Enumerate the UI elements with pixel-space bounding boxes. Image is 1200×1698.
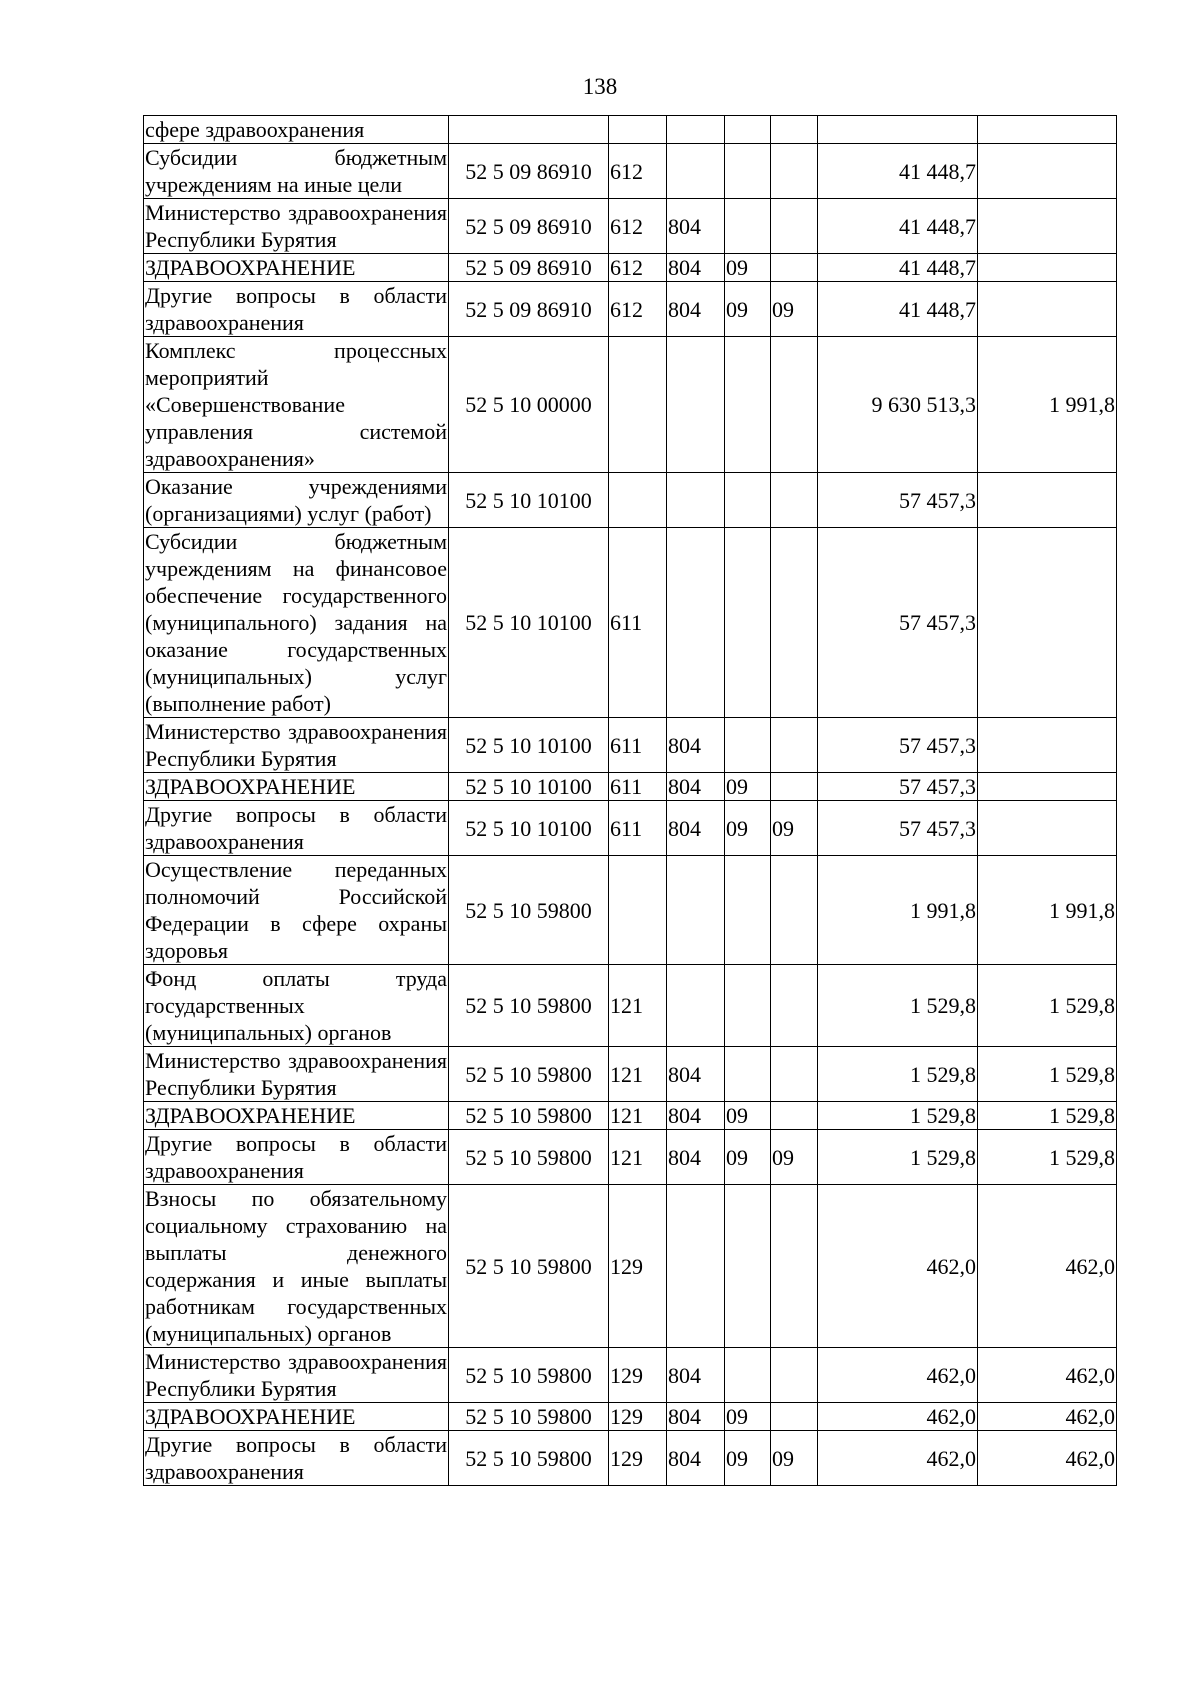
target-article-code-cell: 52 5 10 59800 (449, 1047, 609, 1102)
administrator-code-cell (667, 856, 725, 965)
federal-amount-cell: 1 991,8 (978, 856, 1117, 965)
table-row (144, 801, 1117, 856)
amount-cell: 57 457,3 (818, 718, 978, 773)
expense-type-cell: 129 (609, 1185, 667, 1348)
item-name-cell: Фонд оплаты труда государственных (муниципальных) органов (145, 966, 447, 1045)
amount-cell: 57 457,3 (818, 473, 978, 528)
table-row (144, 1130, 1117, 1185)
section-cell: 09 (725, 773, 771, 801)
item-name-cell: ЗДРАВООХРАНЕНИЕ (144, 254, 449, 282)
table-row (144, 528, 1117, 718)
expense-type-cell: 611 (609, 801, 667, 856)
administrator-code-cell: 804 (667, 1348, 725, 1403)
administrator-code-cell: 804 (667, 282, 725, 337)
amount-cell: 462,0 (818, 1348, 978, 1403)
federal-amount-cell (978, 528, 1117, 718)
target-article-code-cell: 52 5 10 10100 (449, 718, 609, 773)
target-article-code-cell: 52 5 10 59800 (449, 856, 609, 965)
subsection-cell: 09 (771, 1130, 818, 1185)
section-cell (725, 199, 771, 254)
table-row (144, 1047, 1117, 1102)
target-article-code-cell: 52 5 10 59800 (449, 1130, 609, 1185)
federal-amount-cell: 462,0 (978, 1348, 1117, 1403)
amount-cell (818, 116, 978, 144)
item-name-cell: Субсидии бюджетным учреждениям на иные цели (145, 145, 447, 197)
federal-amount-cell: 462,0 (978, 1403, 1117, 1431)
target-article-code-cell: 52 5 09 86910 (449, 144, 609, 199)
section-cell: 09 (725, 1431, 771, 1486)
section-cell (725, 1047, 771, 1102)
item-name-cell: ЗДРАВООХРАНЕНИЕ (144, 773, 449, 801)
administrator-code-cell (667, 1185, 725, 1348)
target-article-code-cell: 52 5 10 59800 (449, 1185, 609, 1348)
federal-amount-cell (978, 199, 1117, 254)
table-row (144, 254, 1117, 282)
administrator-code-cell: 804 (667, 718, 725, 773)
expense-type-cell: 611 (609, 528, 667, 718)
target-article-code-cell: 52 5 10 59800 (449, 965, 609, 1047)
federal-amount-cell (978, 473, 1117, 528)
federal-amount-cell: 1 529,8 (978, 1047, 1117, 1102)
section-cell: 09 (725, 1102, 771, 1130)
target-article-code-cell: 52 5 10 00000 (449, 337, 609, 473)
federal-amount-cell: 1 991,8 (978, 337, 1117, 473)
amount-cell: 462,0 (818, 1431, 978, 1486)
item-name-cell: Другие вопросы в области здравоохранения (145, 802, 447, 854)
subsection-cell (771, 337, 818, 473)
subsection-cell (771, 473, 818, 528)
expense-type-cell (609, 116, 667, 144)
federal-amount-cell: 462,0 (978, 1185, 1117, 1348)
item-name-cell: сфере здравоохранения (144, 116, 449, 144)
subsection-cell (771, 856, 818, 965)
administrator-code-cell: 804 (667, 1047, 725, 1102)
federal-amount-cell: 462,0 (978, 1431, 1117, 1486)
section-cell (725, 528, 771, 718)
federal-amount-cell: 1 529,8 (978, 965, 1117, 1047)
administrator-code-cell: 804 (667, 1102, 725, 1130)
amount-cell: 1 529,8 (818, 965, 978, 1047)
expense-type-cell: 612 (609, 144, 667, 199)
amount-cell: 9 630 513,3 (818, 337, 978, 473)
subsection-cell (771, 1348, 818, 1403)
expense-type-cell (609, 473, 667, 528)
item-name-cell: Министерство здравоохранения Республики Бурятия (145, 1048, 447, 1100)
section-cell (725, 718, 771, 773)
item-name-cell: Министерство здравоохранения Республики Бурятия (145, 1349, 447, 1401)
section-cell (725, 337, 771, 473)
item-name-cell: ЗДРАВООХРАНЕНИЕ (144, 1102, 449, 1130)
amount-cell: 1 529,8 (818, 1047, 978, 1102)
target-article-code-cell (449, 116, 609, 144)
item-name-cell: Осуществление переданных полномочий Российской Федерации в сфере охраны здоровья (145, 857, 447, 963)
subsection-cell: 09 (771, 282, 818, 337)
administrator-code-cell: 804 (667, 1130, 725, 1185)
administrator-code-cell (667, 528, 725, 718)
federal-amount-cell: 1 529,8 (978, 1130, 1117, 1185)
budget-table (143, 115, 1117, 1486)
item-name-cell: Министерство здравоохранения Республики Бурятия (145, 200, 447, 252)
target-article-code-cell: 52 5 10 10100 (449, 473, 609, 528)
target-article-code-cell: 52 5 09 86910 (449, 199, 609, 254)
subsection-cell (771, 965, 818, 1047)
table-row (144, 473, 1117, 528)
table-row (144, 965, 1117, 1047)
table-row (144, 199, 1117, 254)
section-cell: 09 (725, 1403, 771, 1431)
item-name-cell: Другие вопросы в области здравоохранения (145, 1131, 447, 1183)
expense-type-cell: 129 (609, 1348, 667, 1403)
federal-amount-cell (978, 282, 1117, 337)
item-name-cell: Министерство здравоохранения Республики Бурятия (145, 719, 447, 771)
table-row (144, 144, 1117, 199)
section-cell: 09 (725, 1130, 771, 1185)
section-cell (725, 1185, 771, 1348)
administrator-code-cell (667, 144, 725, 199)
expense-type-cell: 129 (609, 1403, 667, 1431)
subsection-cell (771, 1185, 818, 1348)
target-article-code-cell: 52 5 10 59800 (449, 1431, 609, 1486)
table-row (144, 1403, 1117, 1431)
item-name-cell: Оказание учреждениями (организациями) услуг (работ) (145, 474, 447, 526)
item-name-cell: Комплекс процессных мероприятий «Совершенствование управления системой здравоохранения» (145, 338, 447, 471)
item-name-cell: Взносы по обязательному социальному страхованию на выплаты денежного содержания и иные выплаты работникам государственных (муниципальных) органов (145, 1186, 447, 1346)
administrator-code-cell (667, 473, 725, 528)
section-cell: 09 (725, 282, 771, 337)
amount-cell: 462,0 (818, 1403, 978, 1431)
target-article-code-cell: 52 5 09 86910 (449, 282, 609, 337)
amount-cell: 462,0 (818, 1185, 978, 1348)
administrator-code-cell (667, 965, 725, 1047)
federal-amount-cell (978, 801, 1117, 856)
amount-cell: 1 991,8 (818, 856, 978, 965)
administrator-code-cell: 804 (667, 1431, 725, 1486)
expense-type-cell: 129 (609, 1431, 667, 1486)
expense-type-cell: 611 (609, 718, 667, 773)
table-row (144, 773, 1117, 801)
federal-amount-cell (978, 144, 1117, 199)
section-cell: 09 (725, 254, 771, 282)
section-cell: 09 (725, 801, 771, 856)
federal-amount-cell (978, 254, 1117, 282)
item-name-cell: ЗДРАВООХРАНЕНИЕ (144, 1403, 449, 1431)
section-cell (725, 1348, 771, 1403)
table-row (144, 1348, 1117, 1403)
amount-cell: 1 529,8 (818, 1102, 978, 1130)
section-cell (725, 965, 771, 1047)
subsection-cell (771, 773, 818, 801)
table-row (144, 282, 1117, 337)
subsection-cell (771, 254, 818, 282)
target-article-code-cell: 52 5 10 10100 (449, 773, 609, 801)
administrator-code-cell: 804 (667, 801, 725, 856)
expense-type-cell: 121 (609, 1130, 667, 1185)
table-row (144, 856, 1117, 965)
amount-cell: 41 448,7 (818, 254, 978, 282)
table-row (144, 116, 1117, 144)
target-article-code-cell: 52 5 09 86910 (449, 254, 609, 282)
amount-cell: 41 448,7 (818, 282, 978, 337)
expense-type-cell: 612 (609, 282, 667, 337)
section-cell (725, 856, 771, 965)
amount-cell: 57 457,3 (818, 773, 978, 801)
federal-amount-cell (978, 773, 1117, 801)
expense-type-cell (609, 856, 667, 965)
expense-type-cell (609, 337, 667, 473)
subsection-cell (771, 528, 818, 718)
target-article-code-cell: 52 5 10 59800 (449, 1348, 609, 1403)
subsection-cell (771, 116, 818, 144)
administrator-code-cell (667, 337, 725, 473)
federal-amount-cell (978, 718, 1117, 773)
expense-type-cell: 612 (609, 199, 667, 254)
table-row (144, 337, 1117, 473)
table-row (144, 718, 1117, 773)
administrator-code-cell: 804 (667, 1403, 725, 1431)
page-number: 138 (582, 74, 618, 99)
administrator-code-cell: 804 (667, 199, 725, 254)
target-article-code-cell: 52 5 10 10100 (449, 528, 609, 718)
amount-cell: 57 457,3 (818, 528, 978, 718)
expense-type-cell: 121 (609, 1047, 667, 1102)
section-cell (725, 473, 771, 528)
table-body (144, 116, 1117, 1486)
subsection-cell (771, 718, 818, 773)
federal-amount-cell: 1 529,8 (978, 1102, 1117, 1130)
administrator-code-cell: 804 (667, 773, 725, 801)
subsection-cell (771, 1047, 818, 1102)
subsection-cell (771, 199, 818, 254)
target-article-code-cell: 52 5 10 59800 (449, 1403, 609, 1431)
administrator-code-cell (667, 116, 725, 144)
table-row (144, 1102, 1117, 1130)
table-row (144, 1185, 1117, 1348)
amount-cell: 57 457,3 (818, 801, 978, 856)
section-cell (725, 116, 771, 144)
subsection-cell: 09 (771, 1431, 818, 1486)
expense-type-cell: 121 (609, 1102, 667, 1130)
expense-type-cell: 611 (609, 773, 667, 801)
item-name-cell: Другие вопросы в области здравоохранения (145, 1432, 447, 1484)
federal-amount-cell (978, 116, 1117, 144)
subsection-cell (771, 1403, 818, 1431)
table-row (144, 1431, 1117, 1486)
expense-type-cell: 612 (609, 254, 667, 282)
subsection-cell (771, 1102, 818, 1130)
subsection-cell: 09 (771, 801, 818, 856)
item-name-cell: Субсидии бюджетным учреждениям на финансовое обеспечение государственного (муниципального) задания на оказание государственных (муниципальных) услуг (выполнение работ) (145, 529, 447, 716)
amount-cell: 41 448,7 (818, 199, 978, 254)
subsection-cell (771, 144, 818, 199)
target-article-code-cell: 52 5 10 10100 (449, 801, 609, 856)
target-article-code-cell: 52 5 10 59800 (449, 1102, 609, 1130)
administrator-code-cell: 804 (667, 254, 725, 282)
amount-cell: 41 448,7 (818, 144, 978, 199)
amount-cell: 1 529,8 (818, 1130, 978, 1185)
section-cell (725, 144, 771, 199)
expense-type-cell: 121 (609, 965, 667, 1047)
item-name-cell: Другие вопросы в области здравоохранения (145, 283, 447, 335)
